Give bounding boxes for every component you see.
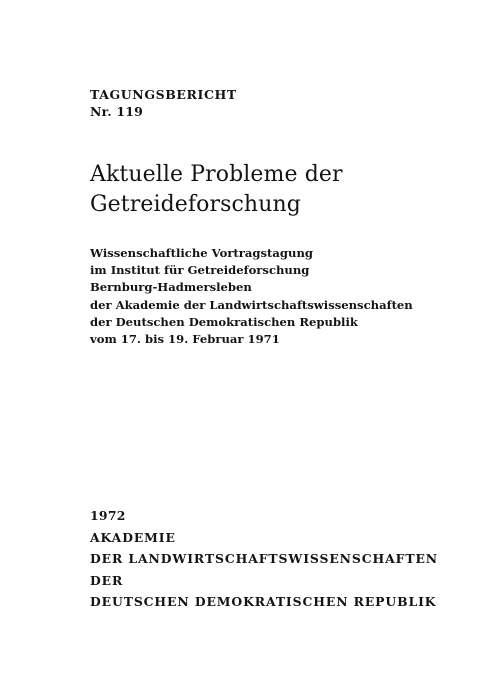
book-title xyxy=(90,160,460,220)
series-name: TAGUNGSBERICHT xyxy=(90,87,237,102)
publisher-line: DER xyxy=(90,572,124,588)
description-line: der Deutschen Demokratischen Republik xyxy=(90,314,358,329)
publisher-line: DER LANDWIRTSCHAFTSWISSENSCHAFTEN xyxy=(90,551,439,566)
series-heading xyxy=(90,86,460,120)
publisher-line: DEUTSCHEN DEMOKRATISCHEN REPUBLIK xyxy=(90,594,437,609)
description-line: Bernburg-Hadmersleben xyxy=(90,280,252,295)
publisher-line: AKADEMIE xyxy=(90,529,176,545)
conference-description xyxy=(90,245,460,348)
series-number: Nr. 119 xyxy=(90,104,144,119)
description-line: im Institut für Getreideforschung xyxy=(90,263,310,278)
description-line: der Akademie der Landwirtschaftswissenschaften xyxy=(90,297,413,312)
description-line: Wissenschaftliche Vortragstagung xyxy=(90,246,313,260)
publication-year: 1972 xyxy=(90,508,126,523)
book-title-line-2: Getreideforschung xyxy=(90,192,301,217)
description-line: vom 17. bis 19. Februar 1971 xyxy=(90,332,280,347)
publisher-imprint xyxy=(90,505,460,613)
book-title-line-1: Aktuelle Probleme der xyxy=(90,162,343,187)
